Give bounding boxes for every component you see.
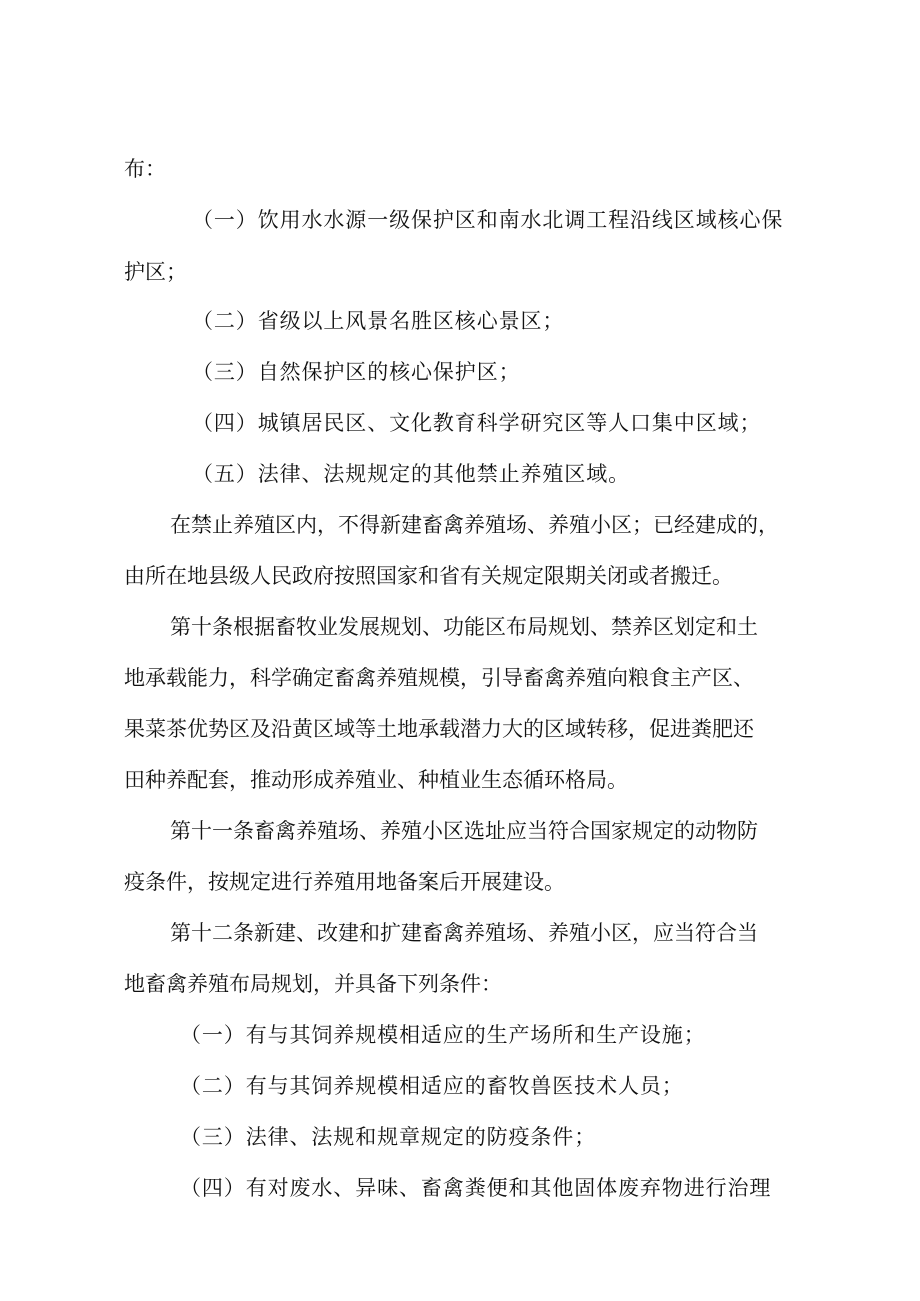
article-10-line-3: 果菜茶优势区及沿黄区域等土地承载潜力大的区域转移，促进粪肥还 — [124, 717, 754, 741]
article-10-line-4: 田种养配套，推动形成养殖业、种植业生态循环格局。 — [124, 768, 628, 792]
list-item-2: （二）省级以上风景名胜区核心景区； — [192, 309, 565, 333]
article-10-line-1: 第十条根据畜牧业发展规划、功能区布局规划、禁养区划定和土 — [170, 615, 758, 639]
article-11-line-1: 第十一条畜禽养殖场、养殖小区选址应当符合国家规定的动物防 — [170, 819, 758, 843]
article-12-line-1: 第十二条新建、改建和扩建畜禽养殖场、养殖小区，应当符合当 — [170, 921, 758, 945]
article-12-line-2: 地畜禽养殖布局规划，并具备下列条件： — [124, 972, 502, 996]
condition-item-1: （一）有与其饲养规模相适应的生产场所和生产设施； — [180, 1023, 706, 1047]
paragraph-prohibition-line-1: 在禁止养殖区内，不得新建畜禽养殖场、养殖小区；已经建成的， — [170, 513, 779, 537]
list-item-1-line-2: 护区； — [124, 260, 187, 284]
text-line-continuation-bu: 布： — [124, 157, 166, 181]
condition-item-2: （二）有与其饲养规模相适应的畜牧兽医技术人员； — [180, 1074, 684, 1098]
condition-item-3: （三）法律、法规和规章规定的防疫条件； — [180, 1125, 597, 1149]
article-11-line-2: 疫条件，按规定进行养殖用地备案后开展建设。 — [124, 870, 565, 894]
condition-item-4: （四）有对废水、异味、畜禽粪便和其他固体废弃物进行治理 — [180, 1176, 772, 1200]
list-item-1-line-1: （一）饮用水水源一级保护区和南水北调工程沿线区域核心保 — [192, 208, 784, 232]
paragraph-prohibition-line-2: 由所在地县级人民政府按照国家和省有关规定限期关闭或者搬迁。 — [124, 564, 733, 588]
list-item-4: （四）城镇居民区、文化教育科学研究区等人口集中区域； — [192, 411, 762, 435]
article-10-line-2: 地承载能力，科学确定畜禽养殖规模，引导畜禽养殖向粮食主产区、 — [124, 666, 754, 690]
list-item-5: （五）法律、法规规定的其他禁止养殖区域。 — [192, 462, 630, 486]
list-item-3: （三）自然保护区的核心保护区； — [192, 360, 521, 384]
